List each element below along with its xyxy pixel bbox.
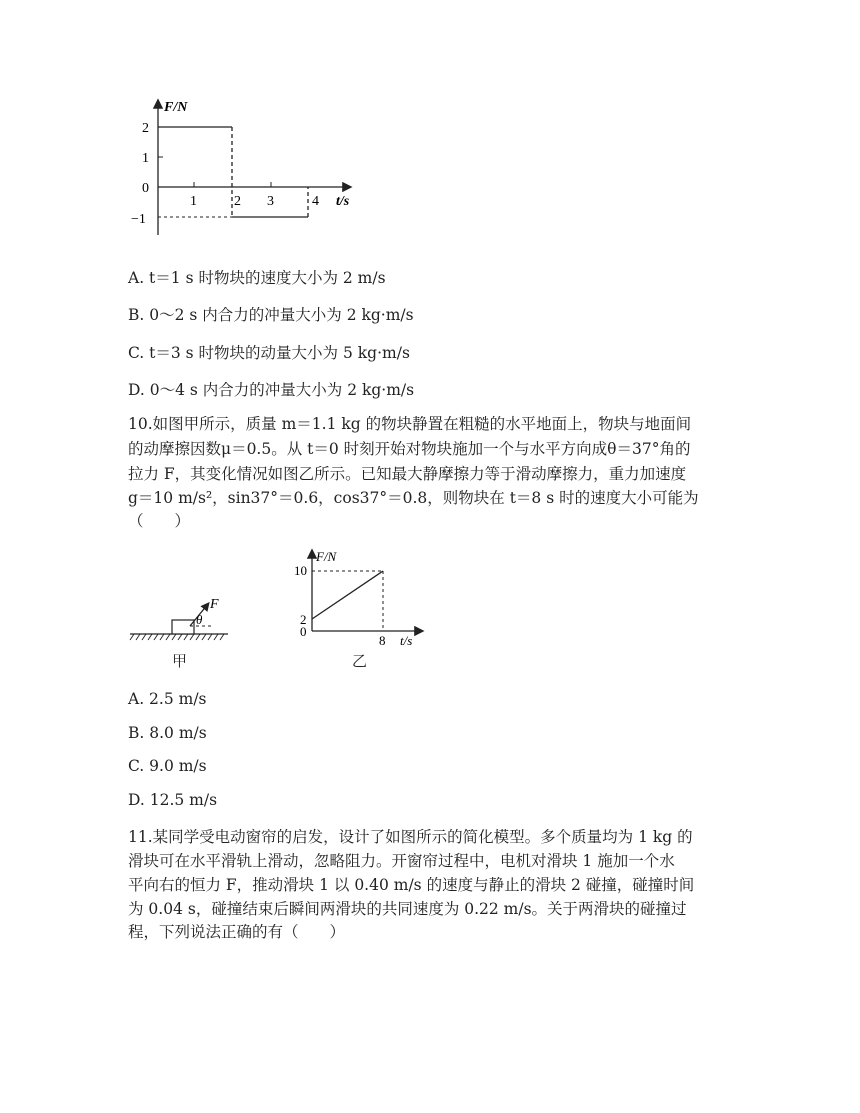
y-tick-label: 2 [142, 121, 149, 136]
q11-line-1: 11.某同学受电动窗帘的启发，设计了如图所示的简化模型。多个质量均为 1 kg 的 [128, 828, 693, 846]
force-line [312, 571, 383, 619]
x-tick-label: 1 [190, 194, 197, 209]
q10-option-c: C. 9.0 m/s [128, 757, 207, 775]
x-tick-label: 3 [267, 194, 274, 209]
force-label: F [210, 597, 219, 612]
force-time-graph-1 [128, 95, 368, 245]
y-tick-label: 0 [142, 181, 149, 196]
q11-line-3: 平向右的恒力 F，推动滑块 1 以 0.40 m/s 的速度与静止的滑块 2 碰撞，碰撞时间 [128, 876, 695, 894]
q10-line-5: （ ） [128, 512, 191, 530]
x-axis-label: t/s [400, 633, 413, 645]
q9-option-d: D. 0～4 s 内合力的冲量大小为 2 kg·m/s [128, 381, 415, 399]
q11-line-4: 为 0.04 s，碰撞结束后瞬间两滑块的共同速度为 0.22 m/s。关于两滑块的碰撞过 [128, 900, 687, 918]
block-on-ground-figure [128, 590, 238, 650]
y-axis-label: F/N [316, 549, 337, 564]
y-tick-label: 1 [142, 151, 149, 166]
y-tick-label: 10 [294, 563, 307, 578]
block [172, 620, 194, 634]
q10-option-b: B. 8.0 m/s [128, 724, 207, 742]
x-tick-label: 8 [379, 633, 386, 645]
q10-line-1: 10.如图甲所示，质量 m＝1.1 kg 的物块静置在粗糙的水平地面上，物块与地面间 [128, 415, 692, 433]
q9-option-a: A. t＝1 s 时物块的速度大小为 2 m/s [128, 269, 386, 287]
q10-line-3: 拉力 F，其变化情况如图乙所示。已知最大静摩擦力等于滑动摩擦力，重力加速度 [128, 465, 687, 483]
q10-option-d: D. 12.5 m/s [128, 791, 218, 809]
q11-line-5: 程，下列说法正确的有（ ） [128, 923, 346, 941]
x-tick-label: 4 [312, 194, 319, 209]
y-tick-label: 2 [300, 612, 307, 627]
x-tick-label: 2 [234, 194, 241, 209]
figure-jia-caption: 甲 [172, 652, 188, 670]
x-axis-label: t/s [336, 194, 350, 209]
q9-option-b: B. 0～2 s 内合力的冲量大小为 2 kg·m/s [128, 306, 414, 324]
y-axis-label: F/N [164, 100, 188, 115]
q10-line-4: g＝10 m/s²，sin37°＝0.6，cos37°＝0.8，则物块在 t＝8 s 时的速度大小可能为 [128, 489, 699, 507]
q9-option-c: C. t＝3 s 时物块的动量大小为 5 kg·m/s [128, 344, 410, 362]
y-tick-label: −1 [131, 212, 146, 227]
angle-label: θ [196, 612, 203, 627]
q11-line-2: 滑块可在水平滑轨上滑动，忽略阻力。开窗帘过程中，电机对滑块 1 施加一个水 [128, 852, 675, 870]
force-time-graph-2 [290, 545, 430, 645]
q10-line-2: 的动摩擦因数μ＝0.5。从 t＝0 时刻开始对物块施加一个与水平方向成θ＝37°角的 [128, 440, 691, 458]
q10-option-a: A. 2.5 m/s [128, 690, 207, 708]
y-tick-label: 0 [300, 624, 307, 639]
figure-yi-caption: 乙 [352, 652, 368, 670]
